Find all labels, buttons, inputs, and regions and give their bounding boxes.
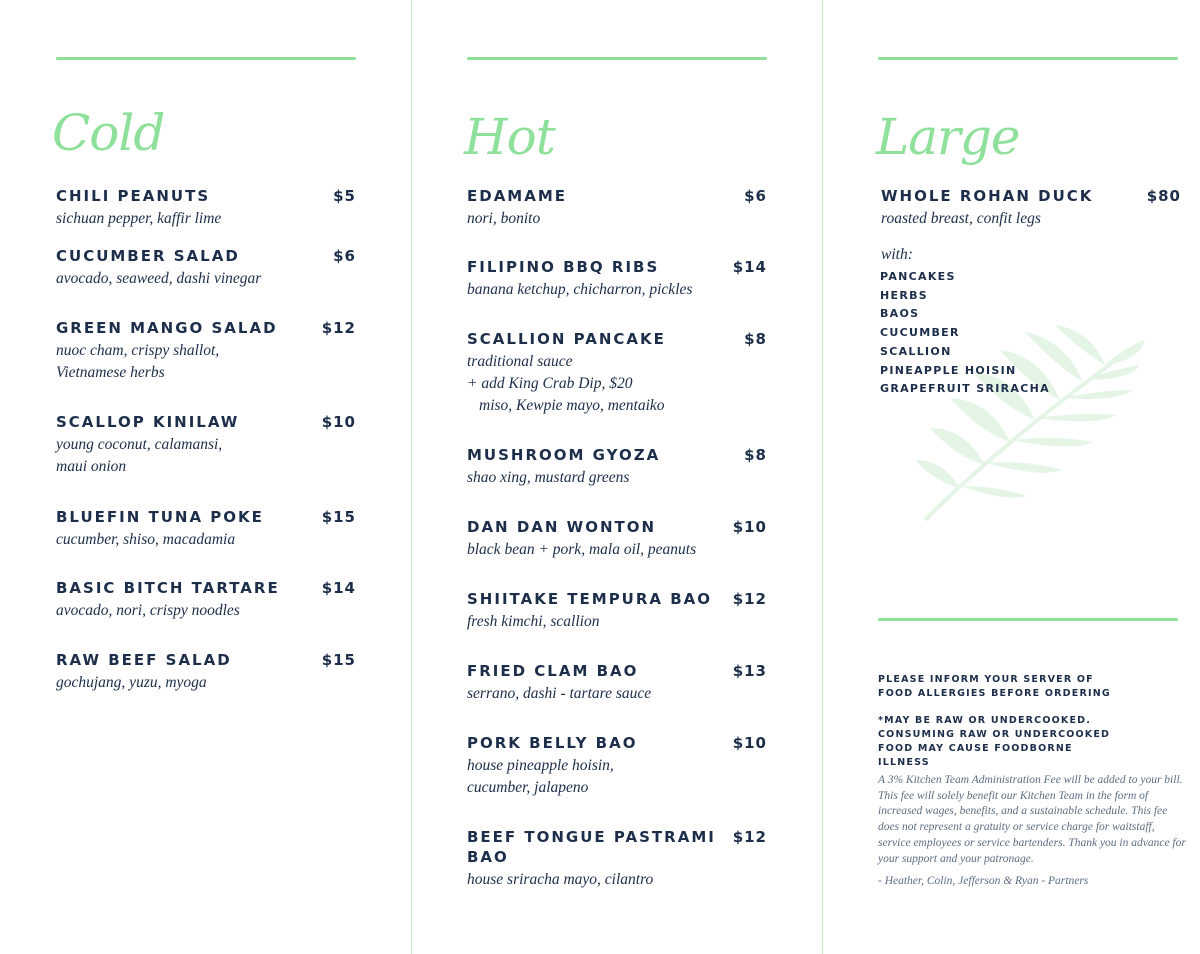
- side-item: BAOS: [880, 307, 920, 321]
- top-rule: [878, 57, 1178, 60]
- item-price: $8: [744, 330, 767, 348]
- item-description: traditional sauce: [467, 353, 573, 370]
- item-description: gochujang, yuzu, myoga: [56, 674, 207, 691]
- item-addon: + add King Crab Dip, $20: [467, 375, 633, 392]
- menu-item: [467, 733, 767, 799]
- item-description: serrano, dashi - tartare sauce: [467, 685, 652, 702]
- item-name: DAN DAN WONTON: [467, 518, 657, 536]
- item-name: CUCUMBER SALAD: [56, 247, 240, 265]
- item-name: BEEF TONGUE PASTRAMI BAO: [467, 828, 716, 866]
- menu-item: [467, 827, 767, 891]
- kitchen-fee-note: A 3% Kitchen Team Administration Fee will be added to your bill. This fee will solely benefit our Kitchen Team in the form of increased wages, benefits, and a sustainable schedule. This fee does not represent a gratuity or service charge for waitstaff, service employees or service bartenders. Thank you in advance for your support and your patronage.: [878, 774, 1186, 865]
- item-description: cucumber, jalapeno: [467, 779, 589, 796]
- section-rule: [878, 618, 1178, 621]
- menu-item: [56, 186, 356, 230]
- menu-item: [56, 507, 356, 551]
- side-item: CUCUMBER: [880, 326, 960, 340]
- raw-food-notice: *MAY BE RAW OR UNDERCOOKED. CONSUMING RAW OR UNDERCOOKED FOOD MAY CAUSE FOODBORNE ILLNESS: [878, 715, 1111, 768]
- item-price: $6: [744, 187, 767, 205]
- item-price: $8: [744, 446, 767, 464]
- partners-signature: - Heather, Colin, Jefferson & Ryan - Partners: [878, 875, 1089, 887]
- item-price: $13: [732, 662, 767, 680]
- menu-item: [467, 445, 767, 489]
- item-name: RAW BEEF SALAD: [56, 651, 232, 669]
- section-heading-hot: Hot: [464, 108, 555, 166]
- item-name: BLUEFIN TUNA POKE: [56, 508, 264, 526]
- menu-item: [467, 329, 767, 417]
- item-description: avocado, seaweed, dashi vinegar: [56, 270, 262, 287]
- item-name: BASIC BITCH TARTARE: [56, 579, 280, 597]
- item-name: PORK BELLY BAO: [467, 734, 638, 752]
- menu-item: [56, 650, 356, 694]
- item-description: black bean + pork, mala oil, peanuts: [467, 541, 697, 558]
- item-price: $12: [732, 590, 767, 608]
- column-divider: [411, 0, 412, 954]
- menu-item: [467, 186, 767, 230]
- item-name: CHILI PEANUTS: [56, 187, 211, 205]
- item-price: $12: [321, 319, 356, 337]
- item-name: EDAMAME: [467, 187, 568, 205]
- item-price: $12: [732, 828, 767, 846]
- side-item: PINEAPPLE HOISIN: [880, 363, 1017, 377]
- top-rule: [56, 57, 356, 60]
- item-description: avocado, nori, crispy noodles: [56, 602, 240, 619]
- item-description: sichuan pepper, kaffir lime: [56, 210, 222, 227]
- top-rule: [467, 57, 767, 60]
- item-description: maui onion: [56, 458, 127, 475]
- item-price: $6: [333, 247, 356, 265]
- item-description: cucumber, shiso, macadamia: [56, 531, 236, 548]
- item-price: $10: [321, 413, 356, 431]
- item-name: SHIITAKE TEMPURA BAO: [467, 590, 713, 608]
- item-description: house pineapple hoisin,: [467, 757, 614, 774]
- side-item: PANCAKES: [880, 270, 956, 283]
- menu-item: [467, 517, 767, 561]
- item-description: roasted breast, confit legs: [881, 210, 1041, 227]
- section-heading-large: Large: [876, 108, 1020, 166]
- menu-item: [467, 661, 767, 705]
- item-description: banana ketchup, chicharron, pickles: [467, 281, 693, 298]
- item-description: nuoc cham, crispy shallot,: [56, 342, 220, 359]
- item-name: MUSHROOM GYOZA: [467, 446, 661, 464]
- item-description: young coconut, calamansi,: [56, 436, 223, 453]
- sides-list: [880, 268, 1050, 399]
- menu-item: [56, 578, 356, 622]
- item-price: $15: [321, 651, 356, 669]
- item-name: FILIPINO BBQ RIBS: [467, 258, 660, 276]
- menu-item: [467, 589, 767, 633]
- item-description: Vietnamese herbs: [56, 364, 165, 381]
- menu-item: [881, 186, 1181, 230]
- item-addon-description: miso, Kewpie mayo, mentaiko: [479, 397, 665, 414]
- item-name: FRIED CLAM BAO: [467, 662, 639, 680]
- item-description: shao xing, mustard greens: [467, 469, 630, 486]
- item-name: WHOLE ROHAN DUCK: [881, 187, 1094, 205]
- side-item: SCALLION: [880, 344, 952, 358]
- with-label: with:: [881, 246, 913, 263]
- section-heading-cold: Cold: [52, 104, 165, 162]
- item-price: $10: [732, 734, 767, 752]
- item-name: SCALLION PANCAKE: [467, 330, 666, 348]
- item-description: house sriracha mayo, cilantro: [467, 871, 654, 888]
- item-name: SCALLOP KINILAW: [56, 413, 240, 431]
- side-item: HERBS: [880, 288, 928, 302]
- column-divider: [822, 0, 823, 954]
- menu-item: [56, 412, 356, 478]
- menu-item: [467, 257, 767, 301]
- side-item: GRAPEFRUIT SRIRACHA: [880, 382, 1050, 396]
- menu-item: [56, 246, 356, 290]
- item-price: $10: [732, 518, 767, 536]
- item-price: $15: [321, 508, 356, 526]
- item-price: $14: [732, 258, 767, 276]
- item-description: fresh kimchi, scallion: [467, 613, 600, 630]
- item-price: $80: [1146, 187, 1181, 205]
- item-price: $5: [333, 187, 356, 205]
- item-description: nori, bonito: [467, 210, 541, 227]
- menu-item: [56, 318, 356, 384]
- item-name: GREEN MANGO SALAD: [56, 319, 278, 337]
- item-price: $14: [321, 579, 356, 597]
- allergy-notice: PLEASE INFORM YOUR SERVER OF FOOD ALLERGIES BEFORE ORDERING: [878, 674, 1111, 699]
